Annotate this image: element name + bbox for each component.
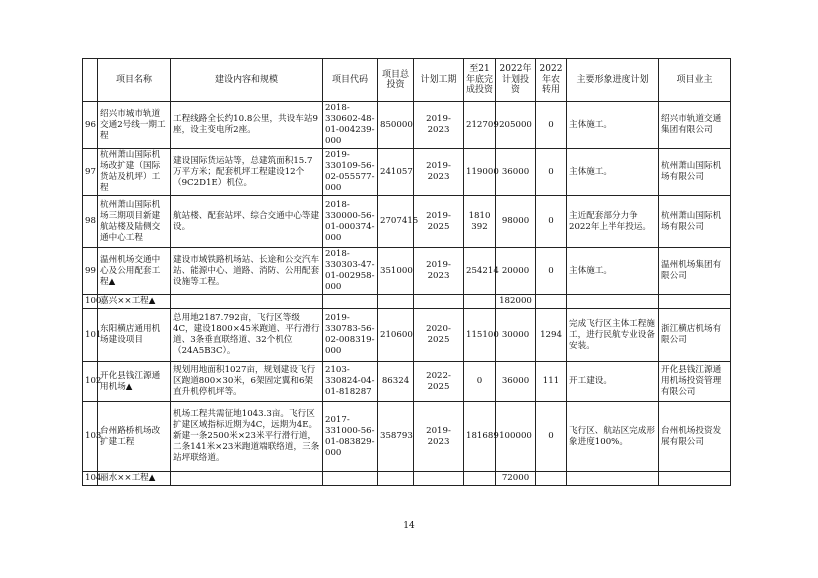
cell-no: 103 xyxy=(83,402,98,472)
header-plan2022: 2022年计划投资 xyxy=(496,59,536,102)
cell-content: 工程线路全长约10.8公里，共设车站9座，设主变电所2座。 xyxy=(171,102,323,149)
table-header-row xyxy=(83,59,731,102)
cell-content: 总用地2187.792亩，飞行区等级4C，建设1800×45米跑道、平行滑行道、3条垂直联络道、32个机位（24A5B3C）。 xyxy=(171,309,323,362)
header-done: 至21年底完成投资 xyxy=(464,59,496,102)
cell-period xyxy=(414,472,464,486)
cell-code xyxy=(323,472,378,486)
cell-no: 97 xyxy=(83,149,98,196)
cell-land2022: 0 xyxy=(536,248,567,295)
cell-name: 杭州萧山国际机场改扩建（国际货站及机坪）工程 xyxy=(98,149,171,196)
cell-plan2022: 100000 xyxy=(496,402,536,472)
cell-total: 358793 xyxy=(378,402,414,472)
cell-owner: 杭州萧山国际机场有限公司 xyxy=(659,196,731,248)
cell-content: 建设市域铁路机场站、长途和公交汽车站、能源中心、道路、消防、公用配套设施等工程。 xyxy=(171,248,323,295)
cell-code: 2018-330602-48-01-004239-000 xyxy=(323,102,378,149)
cell-content: 规划用地面积1027亩，规划建设飞行区跑道800×30米，6架固定翼和6架直升机停机坪等。 xyxy=(171,362,323,402)
cell-total: 210600 xyxy=(378,309,414,362)
cell-no: 101 xyxy=(83,309,98,362)
table-row xyxy=(83,248,731,295)
cell-done xyxy=(464,295,496,309)
cell-period: 2019-2023 xyxy=(414,248,464,295)
cell-period: 2019-2023 xyxy=(414,402,464,472)
cell-owner: 浙江横店机场有限公司 xyxy=(659,309,731,362)
header-total: 项目总投资 xyxy=(378,59,414,102)
cell-done: 115100 xyxy=(464,309,496,362)
cell-owner: 温州机场集团有限公司 xyxy=(659,248,731,295)
cell-name: 嘉兴××工程▲ xyxy=(98,295,171,309)
cell-done: 181689 xyxy=(464,402,496,472)
cell-total: 2707415 xyxy=(378,196,414,248)
cell-content xyxy=(171,472,323,486)
cell-code: 2019-330109-56-02-055577-000 xyxy=(323,149,378,196)
cell-no: 100 xyxy=(83,295,98,309)
cell-land2022: 1294 xyxy=(536,309,567,362)
cell-owner: 杭州萧山国际机场有限公司 xyxy=(659,149,731,196)
cell-code: 2018-330000-56-01-000374-000 xyxy=(323,196,378,248)
cell-code: 2017-331000-56-01-083829-000 xyxy=(323,402,378,472)
cell-progress: 主体施工。 xyxy=(567,248,659,295)
cell-plan2022: 205000 xyxy=(496,102,536,149)
cell-land2022 xyxy=(536,295,567,309)
header-land2022: 2022年农转用 xyxy=(536,59,567,102)
table-row xyxy=(83,472,731,486)
cell-progress: 主近配套部分力争2022年上半年投运。 xyxy=(567,196,659,248)
cell-content: 航站楼、配套站坪、综合交通中心等建设。 xyxy=(171,196,323,248)
page-number: 14 xyxy=(403,521,415,531)
cell-no: 99 xyxy=(83,248,98,295)
cell-name: 杭州萧山国际机场三期项目新建航站楼及陆侧交通中心工程 xyxy=(98,196,171,248)
cell-name: 东阳横店通用机场建设项目 xyxy=(98,309,171,362)
cell-content xyxy=(171,295,323,309)
header-owner: 项目业主 xyxy=(659,59,731,102)
cell-no: 102 xyxy=(83,362,98,402)
cell-period xyxy=(414,295,464,309)
cell-total: 351000 xyxy=(378,248,414,295)
cell-name: 台州路桥机场改扩建工程 xyxy=(98,402,171,472)
cell-total: 241057 xyxy=(378,149,414,196)
table-row xyxy=(83,309,731,362)
cell-no: 98 xyxy=(83,196,98,248)
cell-plan2022: 182000 xyxy=(496,295,536,309)
cell-done xyxy=(464,472,496,486)
header-name: 项目名称 xyxy=(98,59,171,102)
cell-owner: 绍兴市轨道交通集团有限公司 xyxy=(659,102,731,149)
cell-progress: 飞行区、航站区完成形象进度100%。 xyxy=(567,402,659,472)
cell-land2022 xyxy=(536,472,567,486)
cell-period: 2019-2023 xyxy=(414,149,464,196)
header-progress: 主要形象进度计划 xyxy=(567,59,659,102)
cell-plan2022: 72000 xyxy=(496,472,536,486)
cell-period: 2022-2025 xyxy=(414,362,464,402)
cell-land2022: 111 xyxy=(536,362,567,402)
cell-owner xyxy=(659,295,731,309)
cell-plan2022: 20000 xyxy=(496,248,536,295)
cell-total: 86324 xyxy=(378,362,414,402)
cell-period: 2019-2025 xyxy=(414,196,464,248)
cell-owner: 开化县钱江源通用机场投资管理有限公司 xyxy=(659,362,731,402)
cell-land2022: 0 xyxy=(536,402,567,472)
cell-progress xyxy=(567,295,659,309)
cell-done: 212709 xyxy=(464,102,496,149)
cell-code: 2018-330303-47-01-002958-000 xyxy=(323,248,378,295)
cell-no: 96 xyxy=(83,102,98,149)
cell-plan2022: 98000 xyxy=(496,196,536,248)
table-row xyxy=(83,196,731,248)
cell-progress xyxy=(567,472,659,486)
cell-total xyxy=(378,295,414,309)
cell-land2022: 0 xyxy=(536,102,567,149)
cell-period: 2019-2023 xyxy=(414,102,464,149)
cell-owner xyxy=(659,472,731,486)
cell-progress: 开工建设。 xyxy=(567,362,659,402)
cell-done: 254214 xyxy=(464,248,496,295)
cell-code xyxy=(323,295,378,309)
table-row xyxy=(83,295,731,309)
cell-name: 绍兴市城市轨道交通2号线一期工程 xyxy=(98,102,171,149)
cell-land2022: 0 xyxy=(536,149,567,196)
cell-done: 119000 xyxy=(464,149,496,196)
cell-total xyxy=(378,472,414,486)
cell-land2022: 0 xyxy=(536,196,567,248)
cell-content: 建设国际货运站等，总建筑面积15.7万平方米；配套机坪工程建设12个（9C2D1E）机位。 xyxy=(171,149,323,196)
cell-progress: 主体施工。 xyxy=(567,102,659,149)
cell-code: 2103-330824-04-01-818287 xyxy=(323,362,378,402)
cell-no: 104 xyxy=(83,472,98,486)
header-content: 建设内容和规模 xyxy=(171,59,323,102)
project-table xyxy=(82,58,731,486)
cell-plan2022: 36000 xyxy=(496,362,536,402)
header-code: 项目代码 xyxy=(323,59,378,102)
cell-progress: 完成飞行区主体工程施工，进行民航专业设备安装。 xyxy=(567,309,659,362)
table-row xyxy=(83,102,731,149)
cell-content: 机场工程共需征地1043.3亩。飞行区扩建区域指标近期为4C，远期为4E。新建一条2500米×23米平行滑行道，二条141米×23米跑道端联络道，三条站坪联络道。 xyxy=(171,402,323,472)
cell-code: 2019-330783-56-02-008319-000 xyxy=(323,309,378,362)
cell-owner: 台州机场投资发展有限公司 xyxy=(659,402,731,472)
header-no xyxy=(83,59,98,102)
table-row xyxy=(83,402,731,472)
cell-period: 2020-2025 xyxy=(414,309,464,362)
table-row xyxy=(83,149,731,196)
cell-progress: 主体施工。 xyxy=(567,149,659,196)
cell-done: 0 xyxy=(464,362,496,402)
cell-plan2022: 30000 xyxy=(496,309,536,362)
header-period: 计划工期 xyxy=(414,59,464,102)
cell-name: 丽水××工程▲ xyxy=(98,472,171,486)
cell-total: 850000 xyxy=(378,102,414,149)
cell-name: 开化县钱江源通用机场▲ xyxy=(98,362,171,402)
cell-plan2022: 36000 xyxy=(496,149,536,196)
table-row xyxy=(83,362,731,402)
cell-done: 1810392 xyxy=(464,196,496,248)
cell-name: 温州机场交通中心及公用配套工程▲ xyxy=(98,248,171,295)
